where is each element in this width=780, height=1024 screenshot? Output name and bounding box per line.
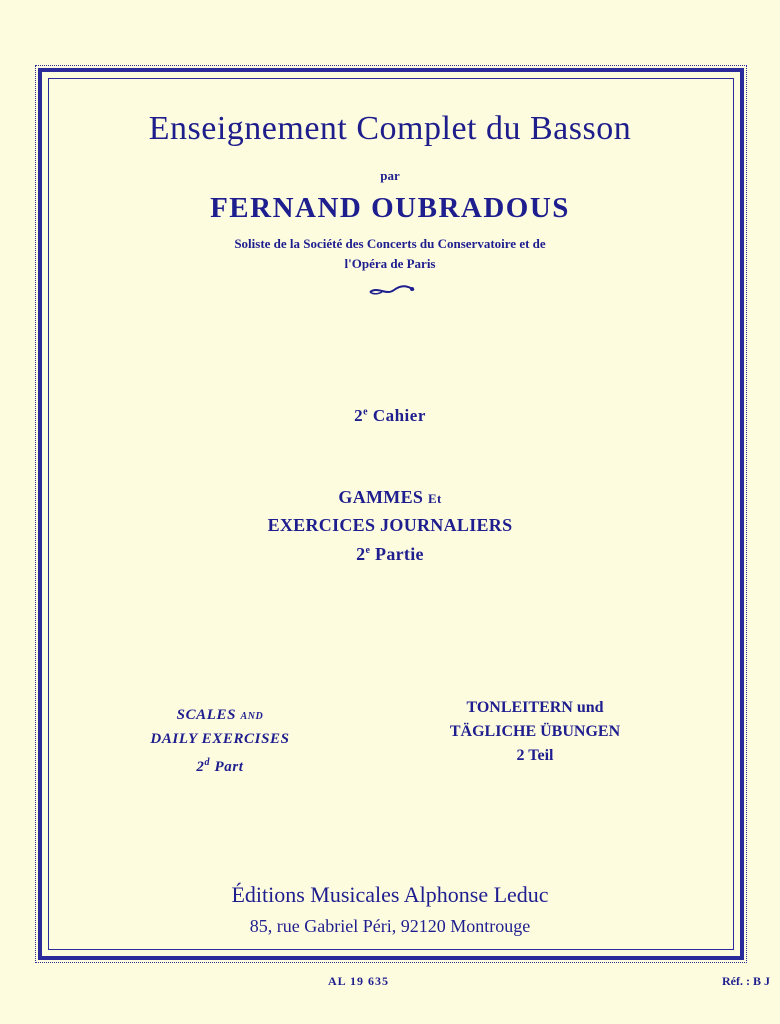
affiliation-line-1: Soliste de la Société des Concerts du Conservatoire et de	[234, 236, 546, 251]
german-line-2: TÄGLICHE ÜBUNGEN	[449, 723, 621, 740]
english-line-2: DAILY EXERCISES	[150, 731, 290, 747]
volume-label	[0, 406, 780, 426]
english-line-1: SCALES	[176, 707, 237, 723]
part-word: Part	[214, 759, 244, 775]
publisher-name: Éditions Musicales Alphonse Leduc	[231, 882, 549, 907]
french-line-1: GAMMES	[338, 487, 424, 507]
volume-number: 2	[354, 406, 364, 425]
french-subtitle	[0, 484, 780, 567]
volume-superscript: e	[363, 406, 369, 418]
german-line-3: 2 Teil	[516, 747, 554, 764]
title: Enseignement Complet du Basson	[148, 110, 632, 147]
publisher-address: 85, rue Gabriel Péri, 92120 Montrouge	[249, 916, 531, 936]
french-et: Et	[428, 491, 442, 506]
catalog-number: AL 19 635	[328, 974, 390, 988]
partie-superscript: e	[365, 545, 371, 556]
german-line-1: TONLEITERN und	[466, 699, 604, 716]
english-and: AND	[240, 711, 264, 722]
author-affiliation	[0, 234, 780, 274]
volume-word: Cahier	[372, 406, 426, 425]
author-name: FERNAND OUBRADOUS	[210, 192, 570, 224]
german-subtitle	[420, 696, 650, 768]
reference-code: Réf. : B J	[722, 974, 770, 988]
partie-number: 2	[356, 544, 366, 564]
affiliation-line-2: l'Opéra de Paris	[344, 256, 436, 271]
by-label: par	[380, 168, 400, 183]
part-superscript: d	[204, 757, 211, 768]
part-number: 2	[196, 759, 205, 775]
french-line-2: EXERCICES JOURNALIERS	[267, 515, 513, 535]
english-subtitle	[130, 704, 310, 779]
partie-word: Partie	[375, 544, 424, 564]
flourish-ornament-icon	[368, 282, 416, 298]
